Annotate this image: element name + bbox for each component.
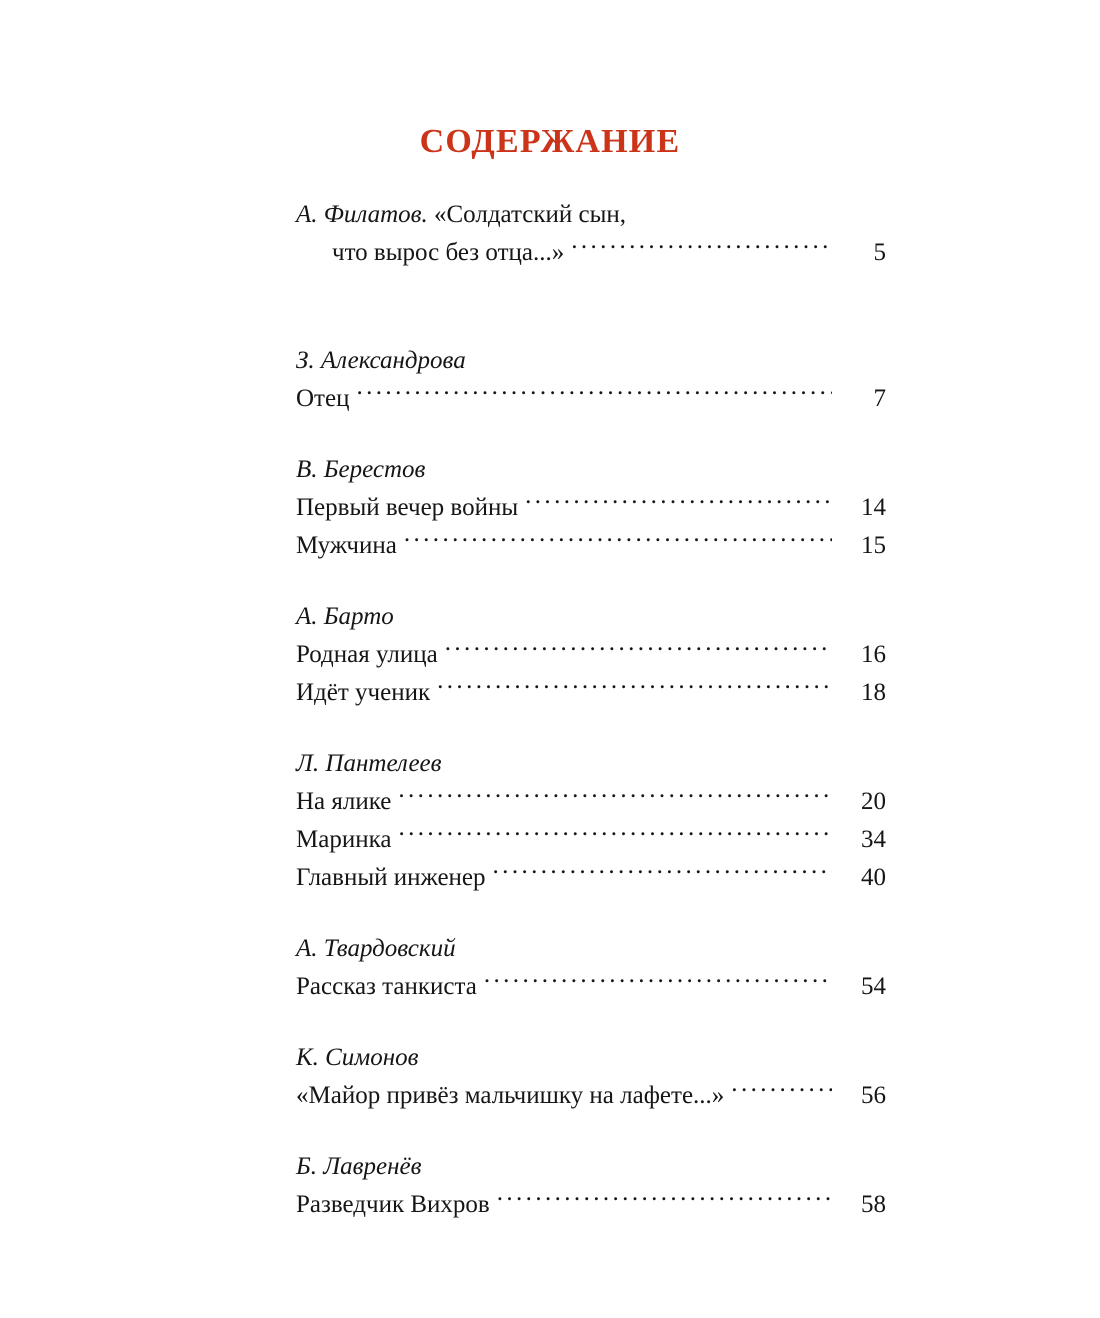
toc-entry-title: Мужчина [296, 532, 397, 559]
toc-page-number: 56 [861, 1082, 886, 1109]
toc-entry-title: что вырос без отца...» [332, 239, 565, 266]
toc-author: Б. Лавренёв [296, 1153, 422, 1180]
toc-entry[interactable] [296, 380, 886, 418]
toc-author: К. Симонов [296, 1044, 419, 1071]
toc-author: А. Твардовский [296, 935, 456, 962]
dot-leader [484, 969, 832, 994]
toc-entry-title: Маринка [296, 826, 392, 853]
toc-entry[interactable] [296, 859, 886, 897]
toc-page-number: 58 [861, 1191, 886, 1218]
dot-leader [571, 235, 832, 260]
toc-entry[interactable] [296, 1077, 886, 1115]
dot-leader [398, 822, 832, 847]
toc-group [296, 745, 886, 897]
toc-group [296, 1148, 886, 1224]
toc-author: З. Александрова [296, 347, 466, 374]
toc-group [296, 598, 886, 712]
toc-entry-title: Идёт ученик [296, 679, 431, 706]
toc-entry-line[interactable] [296, 196, 886, 234]
toc-entry[interactable] [296, 489, 886, 527]
toc-entry[interactable] [296, 783, 886, 821]
toc-page-number: 15 [861, 532, 886, 559]
toc-entry-title: Рассказ танкиста [296, 973, 477, 1000]
toc-entry[interactable] [296, 1186, 886, 1224]
toc-group [296, 1039, 886, 1115]
toc-entry-title: На ялике [296, 788, 392, 815]
toc-page-number: 54 [861, 973, 886, 1000]
toc-entry-title: «Майор привёз мальчишку на лафете...» [296, 1082, 725, 1109]
toc-entry[interactable] [296, 234, 886, 272]
dot-leader [731, 1078, 832, 1103]
toc-page-number: 20 [861, 788, 886, 815]
toc-entry-title: Главный инженер [296, 864, 486, 891]
toc-entry[interactable] [296, 821, 886, 859]
toc-entry[interactable] [296, 636, 886, 674]
toc-group [296, 930, 886, 1006]
toc-entry-title: Разведчик Вихров [296, 1191, 490, 1218]
toc-page-number: 16 [861, 641, 886, 668]
page-title: СОДЕРЖАНИЕ [419, 123, 681, 160]
toc-list [296, 196, 886, 1224]
toc-author: Л. Пантелеев [296, 750, 442, 777]
toc-entry-title: Отец [296, 385, 350, 412]
dot-leader [398, 784, 832, 809]
dot-leader [404, 528, 832, 553]
toc-group [296, 451, 886, 565]
toc-group [296, 196, 886, 272]
toc-author: А. Барто [296, 603, 394, 630]
toc-page-number: 7 [873, 385, 886, 412]
toc-entry[interactable] [296, 968, 886, 1006]
dot-leader [437, 675, 832, 700]
toc-entry[interactable] [296, 527, 886, 565]
toc-entry-title: Родная улица [296, 641, 438, 668]
toc-page-number: 40 [861, 864, 886, 891]
toc-page-number: 14 [861, 494, 886, 521]
dot-leader [356, 381, 832, 406]
dot-leader [493, 860, 832, 885]
dot-leader [445, 637, 832, 662]
toc-page-number: 34 [861, 826, 886, 853]
toc-entry-title: «Солдатский сын, [434, 201, 626, 228]
toc-author: А. Филатов. [296, 201, 428, 228]
dot-leader [525, 490, 832, 515]
toc-author: В. Берестов [296, 456, 426, 483]
dot-leader [497, 1187, 832, 1212]
toc-page-number: 5 [873, 239, 886, 266]
toc-entry[interactable] [296, 674, 886, 712]
toc-page-number: 18 [861, 679, 886, 706]
toc-entry-title: Первый вечер войны [296, 494, 519, 521]
toc-group [296, 342, 886, 418]
